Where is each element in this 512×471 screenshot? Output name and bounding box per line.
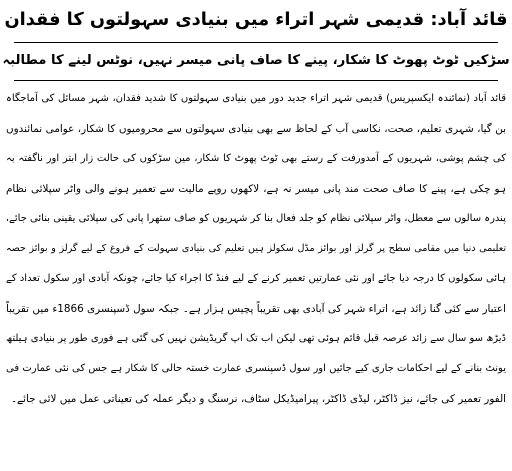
body-line: ہو چکی ہے، پینے کا صاف صحت مند پانی میسر نہ ہے، لاکھوں روپے مالیت سے تعمیر ہونے والی واٹر سپلائی نظام: [6, 183, 506, 195]
body-line: بن گیا، شہری تعلیم، صحت، نکاسی آب کے لحاظ سے بھی بنیادی سہولتوں سے محرومیوں کا شکار، عوامی نمائندوں: [6, 123, 506, 135]
body-line: ہائی سکولوں کا درجہ دیا جائے اور نئی عمارتیں تعمیر کرنے کے لیے فنڈ کا اجراء کیا جائے، چونکہ آبادی اور سکول تعداد کے: [6, 273, 506, 284]
body-line: یونٹ بنانے کے لیے احکامات جاری کیے جائیں اور سول ڈسپنسری عمارت خستہ حالی کا شکار ہے جس کی نئی عمارت فی: [6, 363, 506, 374]
body-line: تعلیمی دنیا میں مقامی سطح پر گرلز اور بوائز مڈل سکولز ہیں تعلیم کی بنیادی سہولت کے فروغ کے لیے گرلز و بوائز حصہ: [6, 243, 506, 254]
headline: قائد آباد: قدیمی شہر اتراء میں بنیادی سہولتوں کا فقدان: [4, 9, 508, 30]
subheadline: سڑکیں ٹوٹ پھوٹ کا شکار، پینے کا صاف پانی میسر نہیں، نوٹس لینے کا مطالبہ: [2, 53, 510, 68]
article-body: [6, 84, 506, 414]
divider-bottom: [14, 80, 498, 81]
body-line: اعتبار سے کئی گنا زائد ہے، اتراء شہر کی آبادی بھی تقریباً پچیس ہزار ہے۔ جبکہ سول ڈسپنسری 1866ء میں تقریباً: [6, 303, 506, 315]
divider-top: [14, 42, 498, 43]
body-line: الفور تعمیر کی جائے، نیز ڈاکٹر، لیڈی ڈاکٹر، پیرامیڈیکل سٹاف، نرسنگ و دیگر عملہ کی تعیناتی عمل میں لائی جائے۔: [10, 393, 506, 405]
body-line: پندرہ سالوں سے معطل، واٹر سپلائی نظام کو جلد فعال بنا کر شہریوں کو صاف ستھرا پانی کی سپلائی یقینی بنائی جائے،: [6, 213, 506, 224]
body-line: ڈیڑھ سو سال سے زائد عرصہ قبل قائم ہوئی تھی لیکن اب تک اپ گریڈیشن نہیں کی گئی ہے فوری طور پر بنیادی ہیلتھ: [6, 333, 506, 344]
body-line: کی چشم پوشی، شہریوں کے آمدورفت کے رستے بھی ٹوٹ پھوٹ کا شکار، مین سڑکوں کی حالت زار ابتر اور ناگفتہ بہ: [6, 153, 506, 164]
body-line: قائد آباد (نمائندہ ایکسپریس) قدیمی شہر اتراء جدید دور میں بنیادی سہولتوں کا شدید فقدان، شہر مسائل کی آماجگاہ: [6, 93, 506, 104]
